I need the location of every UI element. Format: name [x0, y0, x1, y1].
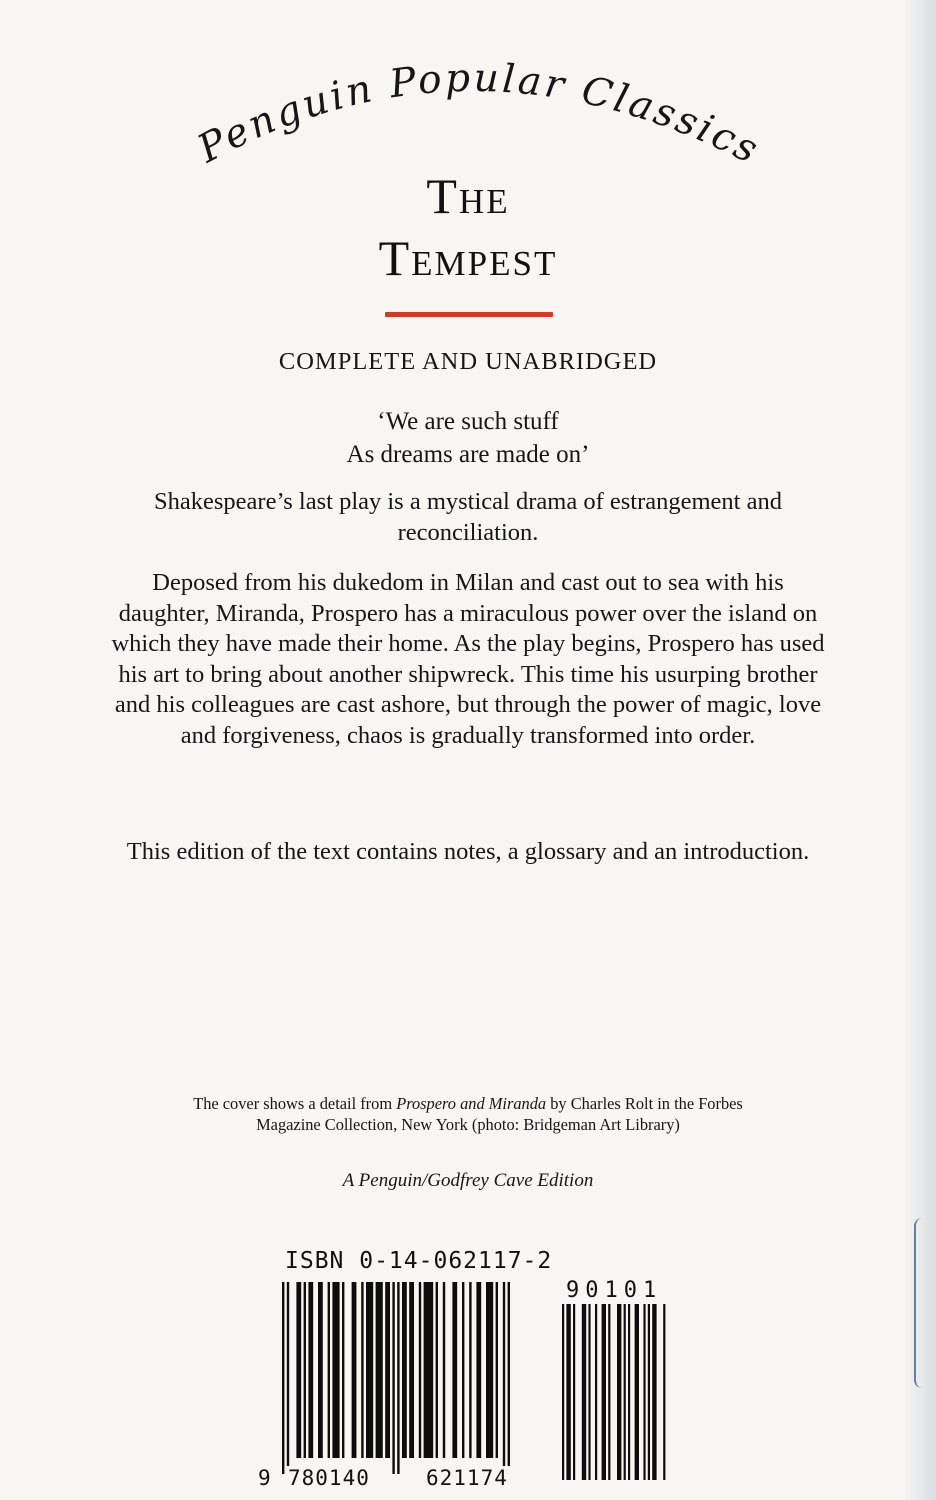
barcode-bar — [452, 1282, 457, 1458]
barcode-bar — [308, 1282, 313, 1458]
barcode-bar — [287, 1282, 289, 1474]
title-rule — [385, 312, 553, 317]
barcode-bar — [602, 1304, 606, 1480]
barcode-bar — [628, 1304, 630, 1480]
series-name — [190, 56, 768, 174]
barcode-bar — [566, 1304, 570, 1480]
barcode-bar — [573, 1304, 575, 1480]
barcode-bar — [643, 1304, 645, 1480]
barcode-bar — [462, 1282, 464, 1458]
barcode-bar — [361, 1282, 363, 1458]
blurb-paragraph-1: Shakespeare’s last play is a mystical drama of estrangement and reconciliation. — [154, 488, 782, 546]
cover-credit-after: by Charles Rolt in the Forbes Magazine Collection, New York (photo: Bridgeman Art Library) — [256, 1094, 743, 1134]
ean-right-digits: 621174 — [426, 1466, 508, 1490]
barcode-bar — [476, 1282, 481, 1458]
page-edge-tab — [914, 1218, 930, 1388]
barcode-bar — [392, 1282, 394, 1474]
barcode-bar — [318, 1282, 323, 1458]
barcode-bar — [562, 1304, 564, 1480]
barcode-bar — [486, 1282, 493, 1458]
blurb-paragraph-3: This edition of the text contains notes, a glossary and an introduction. — [126, 838, 810, 865]
barcode-bar — [304, 1282, 306, 1458]
barcode-bar — [496, 1282, 498, 1458]
barcode-bar — [652, 1304, 656, 1480]
barcode-bar — [648, 1304, 650, 1480]
isbn-number: ISBN 0-14-062117-2 — [285, 1248, 553, 1274]
book-title-line-2: Tempest — [378, 230, 558, 286]
barcode-bar — [508, 1282, 510, 1474]
barcode-addon-digits: 90101 — [566, 1278, 663, 1303]
barcode-bar — [332, 1282, 339, 1458]
barcode-bar — [419, 1282, 421, 1458]
ean-lead-digit: 9 — [258, 1466, 271, 1490]
barcode-bar — [366, 1282, 373, 1458]
cover-credit-before: The cover shows a detail from — [193, 1094, 397, 1113]
barcode-bar — [663, 1304, 665, 1480]
quote-line-2: As dreams are made on’ — [346, 441, 590, 468]
ean-barcode — [280, 1282, 538, 1482]
series-name-text: Penguin Popular Classics — [190, 55, 768, 174]
barcode-bar — [443, 1282, 445, 1458]
barcode-bar — [503, 1282, 505, 1474]
barcode-bar — [608, 1304, 610, 1480]
blurb-paragraph-2: Deposed from his dukedom in Milan and cast out to sea with his daughter, Miranda, Prospero has a miraculous power over the island on which they have made their home. As the play begins, Prospero has used his art to bring about another shipwreck. This time his usurping brother and his colleagues are cast ashore, but through the power of magic, love and forgiveness, chaos is gradually transformed into order. — [111, 569, 825, 749]
barcode-bar — [342, 1282, 344, 1458]
barcode-bar — [582, 1304, 586, 1480]
barcode-bar — [617, 1304, 621, 1480]
book-title-line-1: The — [426, 168, 510, 224]
addon-barcode — [560, 1304, 680, 1486]
quote-line-1: ‘We are such stuff — [377, 408, 559, 435]
barcode-bar — [352, 1282, 357, 1458]
barcode-bar — [635, 1304, 639, 1480]
barcode-bar — [424, 1282, 434, 1458]
barcode-bar — [282, 1282, 284, 1474]
barcode-bar — [402, 1282, 407, 1458]
barcode-bar — [328, 1282, 330, 1458]
subtitle: COMPLETE AND UNABRIDGED — [278, 348, 658, 375]
barcode-bar — [385, 1282, 390, 1458]
barcode-bar — [595, 1304, 597, 1480]
barcode-bar — [588, 1304, 590, 1480]
cover-credit — [168, 1093, 768, 1135]
cover-credit-work: Prospero and Miranda — [396, 1094, 547, 1113]
barcode-bar — [469, 1282, 471, 1458]
barcode-bar — [296, 1282, 301, 1458]
epigraph-quote — [0, 405, 936, 471]
barcode-bar — [397, 1282, 399, 1474]
barcode-bar — [409, 1282, 414, 1458]
ean-left-digits: 780140 — [288, 1466, 370, 1490]
barcode-bar — [376, 1282, 383, 1458]
barcode-bar — [624, 1304, 626, 1480]
edition-note: A Penguin/Godfrey Cave Edition — [342, 1170, 594, 1191]
barcode-bar — [436, 1282, 438, 1458]
